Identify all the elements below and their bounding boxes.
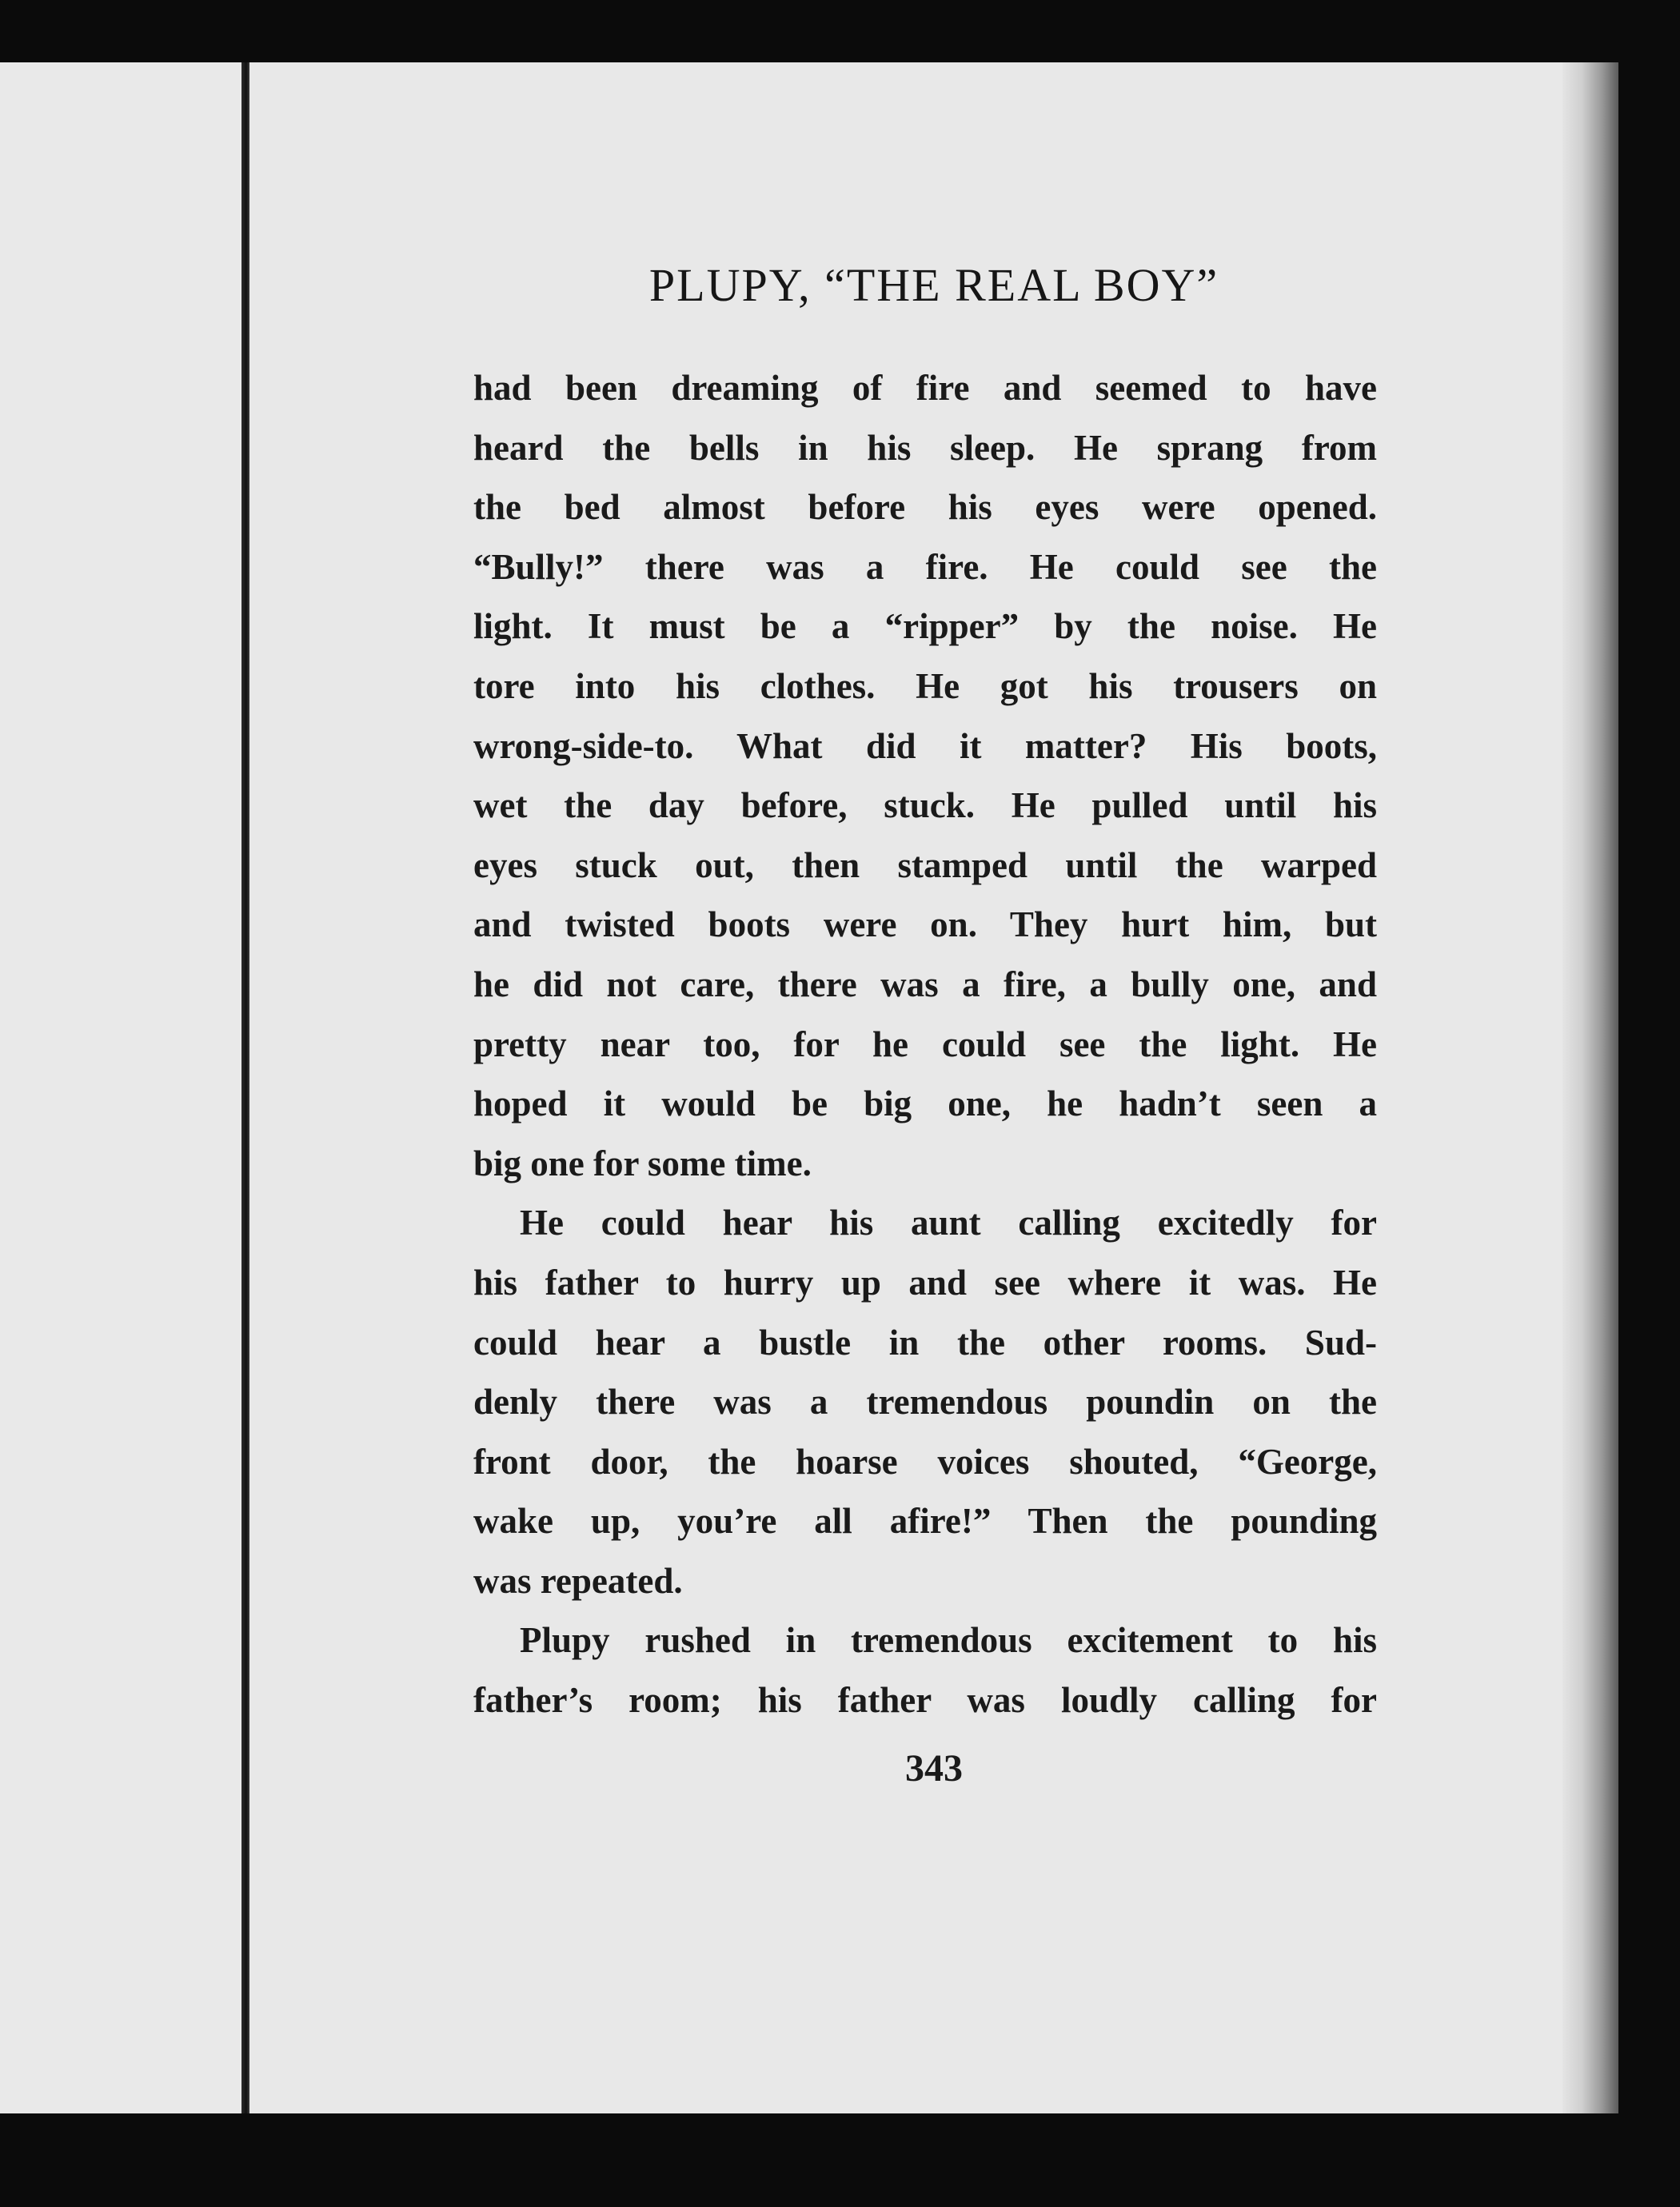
text-line: was repeated. bbox=[473, 1560, 683, 1601]
text-line: his father to hurry up and see where it was. He bbox=[473, 1262, 1377, 1303]
text-line: wrong-side-to. What did it matter? His boots, bbox=[473, 725, 1377, 766]
body-text bbox=[473, 358, 1377, 1730]
text-line: the bed almost before his eyes were opened. bbox=[473, 487, 1377, 528]
page-number: 343 bbox=[905, 1747, 963, 1790]
text-line: denly there was a tremendous poundin on the bbox=[473, 1382, 1377, 1423]
text-line: could hear a bustle in the other rooms. Sud- bbox=[473, 1322, 1377, 1363]
right-page bbox=[249, 62, 1618, 2113]
text-line: tore into his clothes. He got his trousers on bbox=[473, 665, 1377, 706]
text-line: front door, the hoarse voices shouted, “George, bbox=[473, 1441, 1377, 1482]
text-line: eyes stuck out, then stamped until the warped bbox=[473, 844, 1377, 885]
page-edge-shadow bbox=[1562, 62, 1618, 2113]
book-spine bbox=[241, 62, 249, 2113]
text-line: and twisted boots were on. They hurt him, but bbox=[473, 904, 1377, 945]
text-line: hoped it would be big one, he hadn’t seen a bbox=[473, 1084, 1377, 1124]
left-page bbox=[0, 62, 241, 2113]
text-line: father’s room; his father was loudly calling for bbox=[473, 1680, 1377, 1721]
text-line: “Bully!” there was a fire. He could see the bbox=[473, 546, 1377, 587]
running-head: PLUPY, “THE REAL BOY” bbox=[648, 259, 1219, 311]
text-line: Plupy rushed in tremendous excitement to his bbox=[520, 1620, 1377, 1661]
text-line: he did not care, there was a fire, a bully one, and bbox=[473, 964, 1377, 1004]
text-line: had been dreaming of fire and seemed to have bbox=[473, 368, 1377, 408]
text-line: light. It must be a “ripper” by the noise. He bbox=[473, 606, 1377, 647]
text-line: wake up, you’re all afire!” Then the pounding bbox=[473, 1501, 1377, 1542]
text-line: big one for some time. bbox=[473, 1143, 812, 1183]
text-line: heard the bells in his sleep. He sprang from bbox=[473, 427, 1377, 468]
text-line: He could hear his aunt calling excitedly for bbox=[520, 1203, 1377, 1243]
text-line: wet the day before, stuck. He pulled until his bbox=[473, 785, 1377, 826]
text-line: pretty near too, for he could see the light. He bbox=[473, 1024, 1377, 1064]
